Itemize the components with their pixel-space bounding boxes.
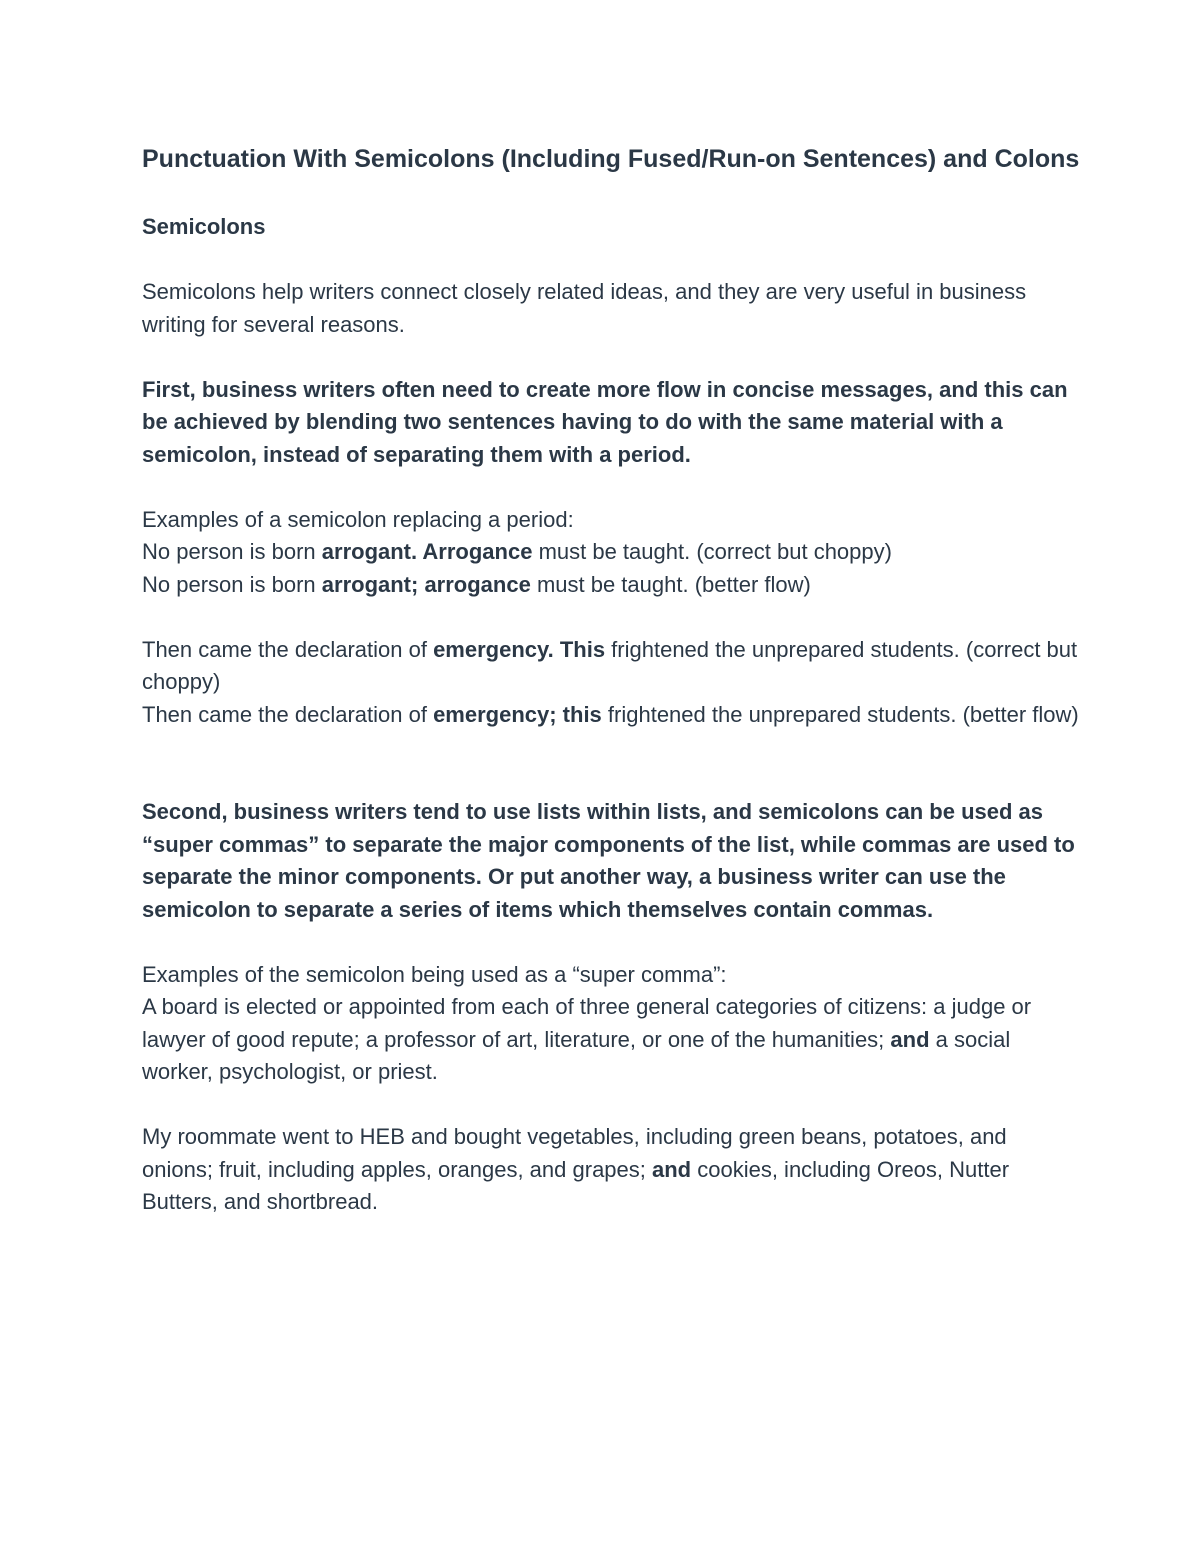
example-text: A board is elected or appointed from each of three general categories of citizens: a judge or lawyer of good repute; a professor of art, literature, or one of the humanities;	[142, 994, 1032, 1052]
example-text: No person is born	[142, 539, 322, 564]
example-text: a social worker, psychologist, or priest.	[142, 1026, 1011, 1084]
example-emphasis: and	[652, 1156, 692, 1182]
example-emphasis: and	[890, 1026, 930, 1052]
second-point-paragraph: Second, business writers tend to use lists within lists, and semicolons can be used as “super commas” to separate the major components of the list, while commas are used to separate the minor components. Or put another way, a business writer can use the semicolon to separate a series of items which themselves contain commas.	[142, 799, 1075, 922]
document-page	[142, 140, 1082, 1219]
intro-paragraph: Semicolons help writers connect closely related ideas, and they are very useful in business writing for several reasons.	[142, 279, 1027, 337]
example-text: must be taught. (better flow)	[530, 571, 811, 597]
example-text: frightened the unprepared students. (better flow)	[601, 701, 1079, 727]
examples2-label: Examples of the semicolon being used as a “super comma”:	[142, 961, 727, 987]
example-1b	[142, 569, 1082, 602]
section-heading: Semicolons	[142, 214, 266, 239]
example-text: must be taught. (correct but choppy)	[532, 539, 892, 564]
example-2a	[142, 634, 1082, 699]
first-point-paragraph: First, business writers often need to create more flow in concise messages, and this can be achieved by blending two sentences having to do with the same material with a semicolon, instead of separating them with a period.	[142, 376, 1068, 467]
example-emphasis: emergency. This	[433, 636, 606, 662]
example-emphasis: emergency; this	[433, 701, 602, 727]
example-4	[142, 1121, 1082, 1219]
example-3	[142, 991, 1082, 1089]
example-emphasis: arrogant. Arrogance	[321, 539, 533, 564]
example-text: cookies, including Oreos, Nutter Butters, and shortbread.	[142, 1156, 1010, 1214]
example-text: My roommate went to HEB and bought vegetables, including green beans, potatoes, and onions; fruit, including apples, oranges, and grapes;	[142, 1124, 1007, 1182]
example-text: Then came the declaration of	[142, 636, 434, 662]
page-title: Punctuation With Semicolons (Including Fused/Run-on Sentences) and Colons	[142, 145, 1080, 173]
example-2b	[142, 699, 1082, 732]
examples1-label: Examples of a semicolon replacing a period:	[142, 506, 574, 532]
example-emphasis: arrogant; arrogance	[321, 571, 531, 597]
example-1a	[142, 536, 1082, 569]
example-text: frightened the unprepared students. (correct but choppy)	[142, 636, 1078, 694]
example-text: Then came the declaration of	[142, 701, 434, 727]
example-text: No person is born	[142, 571, 322, 597]
